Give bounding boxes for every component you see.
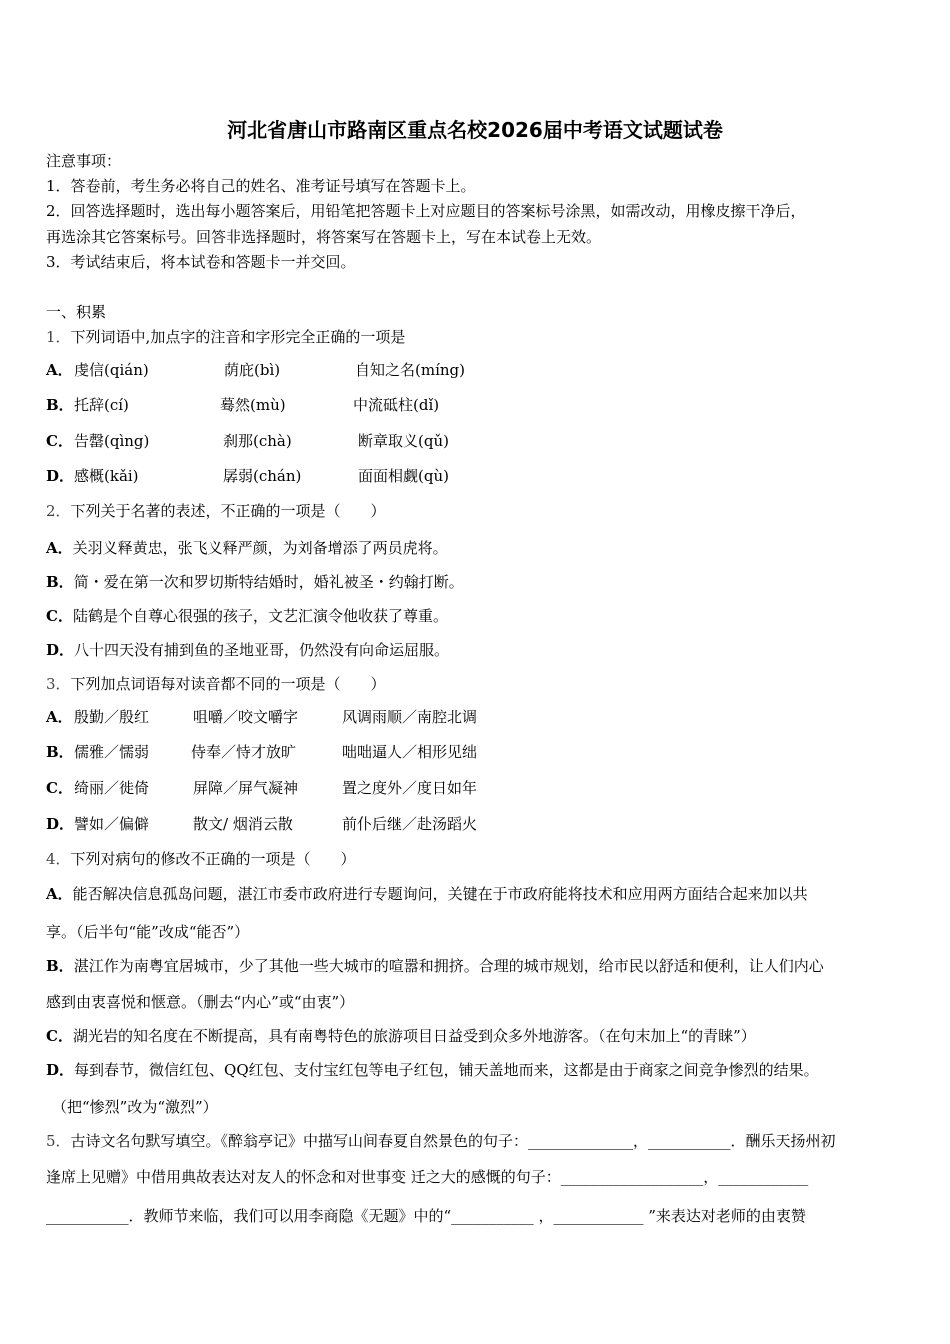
option-label: A． bbox=[46, 539, 73, 557]
q1-option-a-label[interactable]: A． bbox=[46, 361, 73, 379]
q2-option-c[interactable] bbox=[46, 606, 448, 626]
question-2-stem bbox=[46, 501, 386, 521]
question-number: 2． bbox=[46, 502, 71, 520]
question-number: 3． bbox=[46, 675, 71, 693]
q3-option-a-c2: 咀嚼／咬文嚼字 bbox=[193, 708, 299, 726]
notes-item-2-cont: 再选涂其它答案标号。回答非选择题时，将答案写在答题卡上，写在本试卷上无效。 bbox=[46, 228, 602, 246]
question-text: 古诗文名句默写填空。《醉翁亭记》中描写山间春夏自然景色的句子：______________，___________．酬乐天扬州初 bbox=[70, 1132, 836, 1150]
question-number: 1． bbox=[46, 328, 71, 346]
q3-option-b-c3: 咄咄逼人／相形见绌 bbox=[342, 743, 478, 761]
option-label: C． bbox=[46, 1027, 73, 1045]
question-text: 下列对病句的修改不正确的一项是（ ） bbox=[70, 850, 356, 868]
q1-option-b-label[interactable]: B． bbox=[46, 396, 74, 414]
q1-option-d-c3: 面面相觑(qù) bbox=[358, 467, 449, 485]
q3-option-d-c3: 前仆后继／赴汤蹈火 bbox=[342, 815, 478, 833]
q3-option-c-c1: 绮丽／徙倚 bbox=[74, 779, 150, 797]
q3-option-c-c2: 屏障／屏气凝神 bbox=[193, 779, 299, 797]
q1-option-b-c2: 蓦然(mù) bbox=[220, 396, 286, 414]
q1-option-b-c3: 中流砥柱(dǐ) bbox=[353, 396, 440, 414]
notes-item-1: 1．答卷前，考生务必将自己的姓名、准考证号填写在答题卡上。 bbox=[46, 177, 476, 195]
option-text: 湛江作为南粤宜居城市，少了其他一些大城市的喧嚣和拥挤。合理的城市规划，给市民以舒适和便利，让人们内心 bbox=[73, 957, 824, 975]
notes-item-3: 3．考试结束后，将本试卷和答题卡一并交回。 bbox=[46, 253, 356, 271]
notes-heading: 注意事项： bbox=[46, 152, 122, 170]
option-label: A． bbox=[46, 885, 73, 903]
question-text: 下列加点词语每对读音都不同的一项是（ ） bbox=[70, 675, 386, 693]
q3-option-a-label[interactable]: A． bbox=[46, 708, 73, 726]
question-5-line-2: 逢席上见赠》中借用典故表达对友人的怀念和对世事变 迁之大的感慨的句子：___________________，____________ bbox=[46, 1168, 809, 1186]
q3-option-a-c3: 风调雨顺／南腔北调 bbox=[342, 708, 478, 726]
question-5-line-1 bbox=[46, 1131, 836, 1151]
q3-option-b-c1: 儒雅／懦弱 bbox=[74, 743, 150, 761]
option-label: B． bbox=[46, 957, 74, 975]
q4-option-a-cont: 享。（后半句“能”改成“能否”） bbox=[46, 923, 250, 941]
question-3-stem bbox=[46, 674, 386, 694]
option-label: D． bbox=[46, 1061, 75, 1079]
option-text: 每到春节，微信红包、QQ红包、支付宝红包等电子红包，铺天盖地而来，这都是由于商家之间竞争惨烈的结果。 bbox=[74, 1061, 819, 1079]
q3-option-d-c2: 散文/ 烟消云散 bbox=[193, 815, 293, 833]
section-heading: 一、积累 bbox=[46, 303, 107, 321]
option-text: 陆鹤是个自尊心很强的孩子，文艺汇演令他收获了尊重。 bbox=[72, 607, 448, 625]
q3-option-c-label[interactable]: C． bbox=[46, 779, 73, 797]
q3-option-d-c1: 譬如／偏僻 bbox=[74, 815, 150, 833]
option-text: 能否解决信息孤岛问题，湛江市委市政府进行专题询问，关键在于市政府能将技术和应用两方面结合起来加以共 bbox=[72, 885, 808, 903]
q2-option-a[interactable] bbox=[46, 538, 448, 558]
q1-option-d-label[interactable]: D． bbox=[46, 467, 75, 485]
notes-item-2: 2．回答选择题时，选出每小题答案后，用铅笔把答题卡上对应题目的答案标号涂黑，如需改动，用橡皮擦干净后， bbox=[46, 202, 806, 220]
q3-option-c-c3: 置之度外／度日如年 bbox=[342, 779, 478, 797]
question-number: 5． bbox=[46, 1132, 71, 1150]
q1-option-a-c1: 虔信(qián) bbox=[74, 361, 149, 379]
q1-option-d-c2: 孱弱(chán) bbox=[223, 467, 302, 485]
option-label: C． bbox=[46, 607, 73, 625]
page-title: 河北省唐山市路南区重点名校2026届中考语文试题试卷 bbox=[227, 118, 723, 142]
q2-option-d[interactable] bbox=[46, 640, 449, 660]
q4-option-d-cont: （把“惨烈”改为“激烈”） bbox=[52, 1098, 218, 1116]
q4-option-b-cont: 感到由衷喜悦和惬意。（删去“内心”或“由衷”） bbox=[46, 993, 355, 1011]
q1-option-a-c2: 荫庇(bì) bbox=[224, 361, 281, 379]
question-number: 4． bbox=[46, 850, 71, 868]
question-text: 下列词语中,加点字的注音和字形完全正确的一项是 bbox=[70, 328, 406, 346]
q1-option-c-c2: 刹那(chà) bbox=[223, 432, 292, 450]
question-1-stem bbox=[46, 327, 405, 347]
q4-option-d[interactable] bbox=[46, 1060, 819, 1080]
q4-option-b[interactable] bbox=[46, 956, 824, 976]
q3-option-a-c1: 殷勤／殷红 bbox=[74, 708, 150, 726]
option-label: D． bbox=[46, 641, 75, 659]
q1-option-c-label[interactable]: C． bbox=[46, 432, 73, 450]
option-text: 湖光岩的知名度在不断提高，具有南粤特色的旅游项目日益受到众多外地游客。（在句末加上“的青睐”） bbox=[72, 1027, 756, 1045]
q4-option-c[interactable] bbox=[46, 1026, 756, 1046]
q1-option-b-c1: 托辞(cí) bbox=[74, 396, 129, 414]
q1-option-c-c3: 断章取义(qǔ) bbox=[358, 432, 449, 450]
option-text: 八十四天没有捕到鱼的圣地亚哥，仍然没有向命运屈服。 bbox=[74, 641, 450, 659]
option-label: B． bbox=[46, 573, 74, 591]
option-text: 简・爱在第一次和罗切斯特结婚时，婚礼被圣・约翰打断。 bbox=[73, 573, 464, 591]
question-text: 下列关于名著的表述，不正确的一项是（ ） bbox=[70, 502, 386, 520]
option-text: 关羽义释黄忠，张飞义释严颜，为刘备增添了两员虎将。 bbox=[72, 539, 448, 557]
q1-option-a-c3: 自知之名(míng) bbox=[355, 361, 465, 379]
q1-option-d-c1: 感概(kǎi) bbox=[74, 467, 139, 485]
q3-option-b-c2: 侍奉／恃才放旷 bbox=[191, 743, 297, 761]
q3-option-b-label[interactable]: B． bbox=[46, 743, 74, 761]
q3-option-d-label[interactable]: D． bbox=[46, 815, 75, 833]
q1-option-c-c1: 告罄(qìng) bbox=[74, 432, 150, 450]
question-4-stem bbox=[46, 849, 356, 869]
q2-option-b[interactable] bbox=[46, 572, 464, 592]
q4-option-a[interactable] bbox=[46, 884, 808, 904]
question-5-line-3: ___________．教师节来临，我们可以用李商隐《无题》中的“___________ ，____________ ”来表达对老师的由衷赞 bbox=[46, 1207, 806, 1225]
